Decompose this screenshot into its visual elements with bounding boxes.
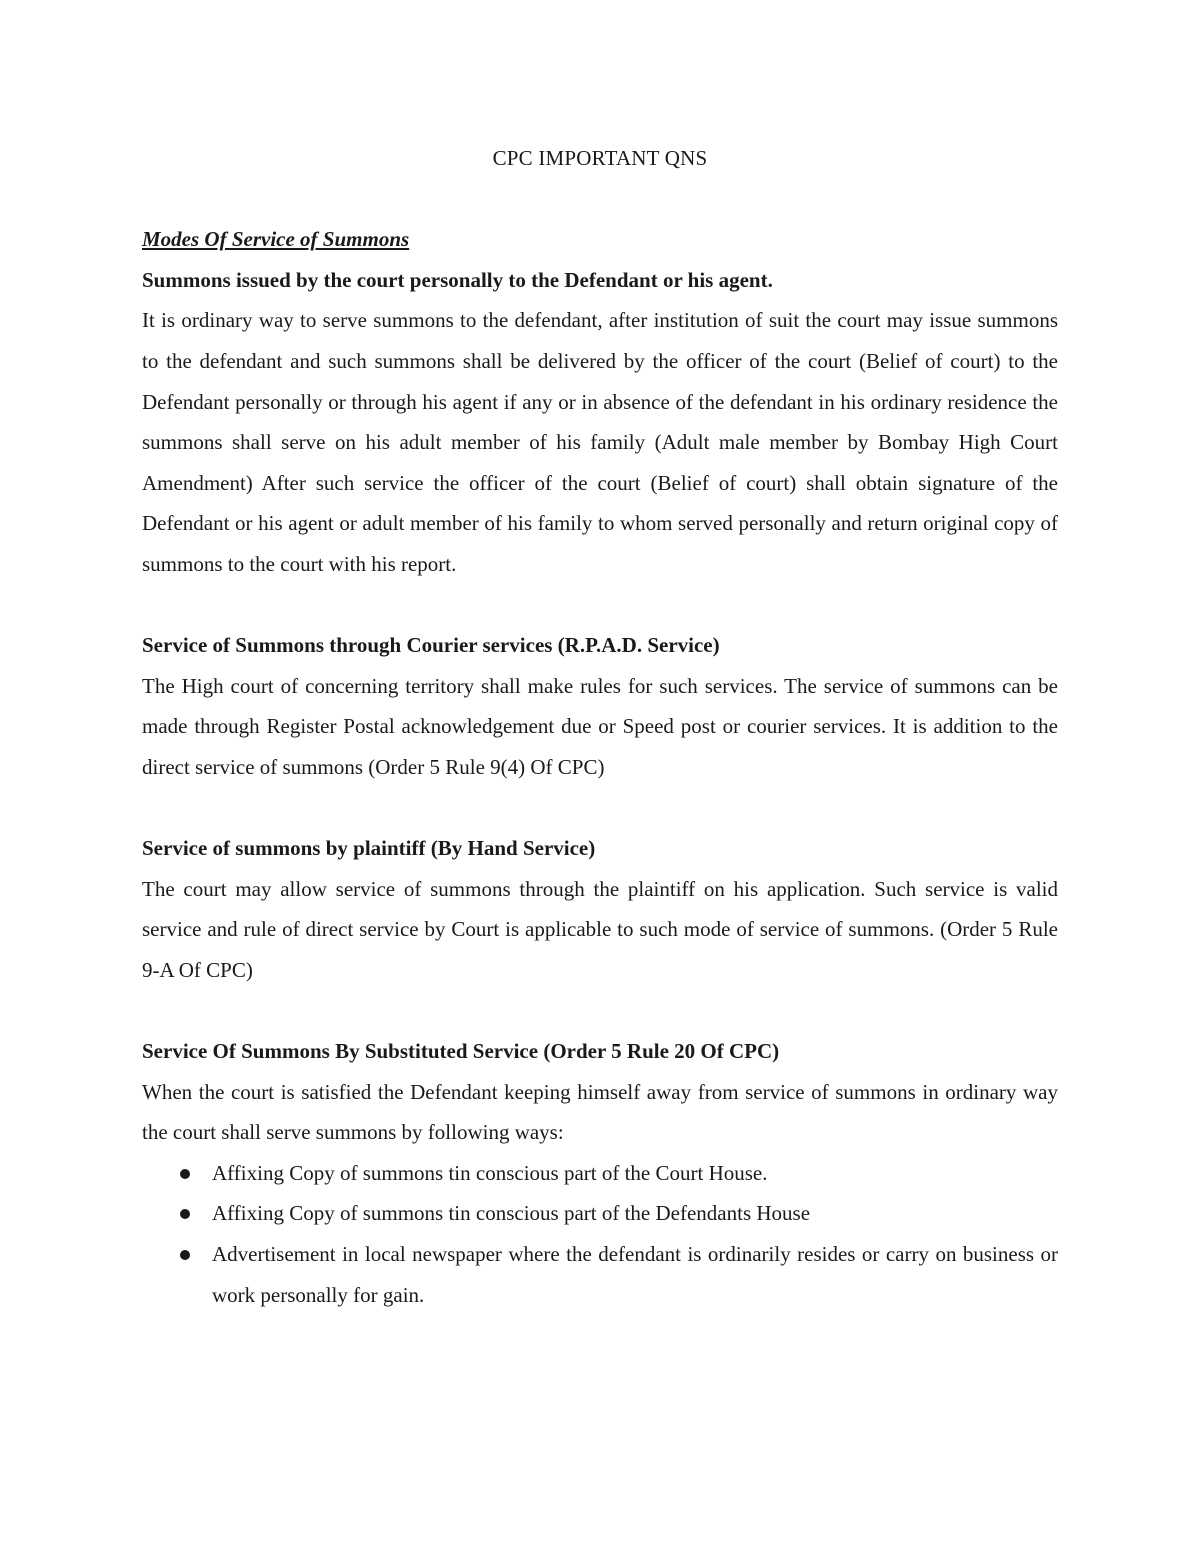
section-heading: Modes Of Service of Summons bbox=[142, 227, 410, 252]
paragraph-plaintiff-service: The court may allow service of summons through the plaintiff on his application. Such service is valid service and rule of direct service by Court is applicable to such mode of service of summons. (Order 5 Rule 9-A Of CPC) bbox=[142, 876, 1058, 982]
subheading-plaintiff-service: Service of summons by plaintiff (By Hand Service) bbox=[142, 836, 596, 861]
spacer bbox=[142, 179, 1058, 220]
list-item bbox=[142, 1193, 1058, 1234]
paragraph-substituted-service: When the court is satisfied the Defendant keeping himself away from service of summons in ordinary way the court shall serve summons by following ways: bbox=[142, 1079, 1058, 1145]
subheading-courier-service: Service of Summons through Courier services (R.P.A.D. Service) bbox=[142, 633, 720, 658]
subheading-substituted-service: Service Of Summons By Substituted Service (Order 5 Rule 20 Of CPC) bbox=[142, 1039, 780, 1064]
paragraph-personal-service: It is ordinary way to serve summons to the defendant, after institution of suit the court may issue summons to the defendant and such summons shall be delivered by the officer of the court (Belief of court) to the Defendant personally or through his agent if any or in absence of the defendant in his ordinary residence the summons shall serve on his adult member of his family (Adult male member by Bombay High Court Amendment) After such service the officer of the court (Belief of court) shall obtain signature of the Defendant or his agent or adult member of his family to whom served personally and return original copy of summons to the court with his report. bbox=[142, 308, 1058, 576]
spacer bbox=[142, 788, 1058, 829]
paragraph-courier-service: The High court of concerning territory shall make rules for such services. The service of summons can be made through Register Postal acknowledgement due or Speed post or courier services. It is addition to the direct service of summons (Order 5 Rule 9(4) Of CPC) bbox=[142, 673, 1058, 779]
list-item-text: Affixing Copy of summons tin conscious part of the Defendants House bbox=[212, 1201, 811, 1226]
spacer bbox=[142, 990, 1058, 1031]
substituted-service-list bbox=[142, 1153, 1058, 1315]
document-title: CPC IMPORTANT QNS bbox=[492, 146, 708, 170]
list-item-text: Advertisement in local newspaper where the defendant is ordinarily resides or carry on business or work personally for gain. bbox=[212, 1242, 1058, 1307]
bullet-icon bbox=[180, 1169, 190, 1179]
list-item-text: Affixing Copy of summons tin conscious part of the Court House. bbox=[212, 1160, 768, 1185]
spacer bbox=[142, 585, 1058, 626]
subheading-personal-service: Summons issued by the court personally to the Defendant or his agent. bbox=[142, 267, 773, 292]
list-item bbox=[142, 1234, 1058, 1315]
bullet-icon bbox=[180, 1250, 190, 1260]
bullet-icon bbox=[180, 1209, 190, 1219]
document-content bbox=[142, 138, 1058, 1315]
list-item bbox=[142, 1153, 1058, 1194]
